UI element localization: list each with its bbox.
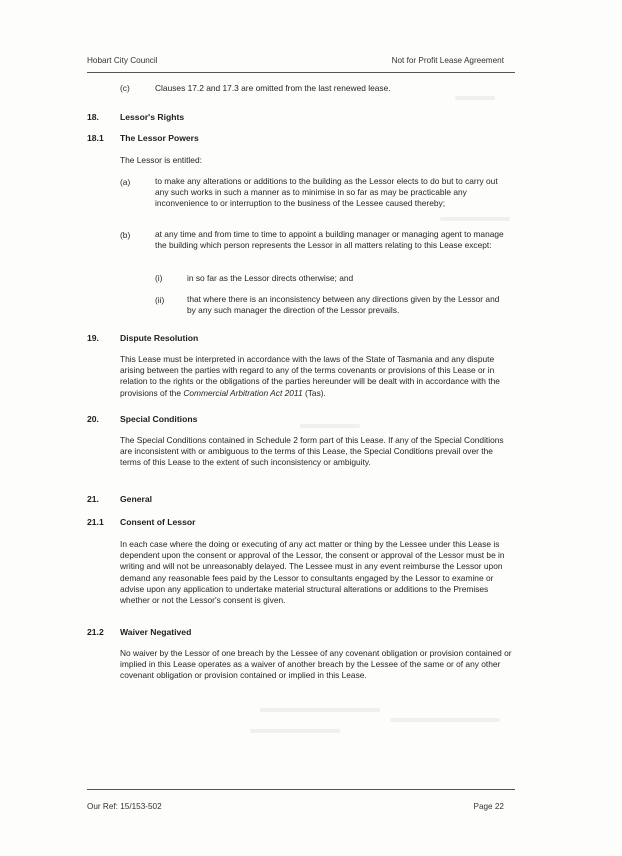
section-19-text-end: (Tas).: [302, 387, 326, 398]
section-21-number: 21.: [87, 494, 99, 504]
section-18-number: 18.: [87, 112, 99, 122]
bleed-through: [455, 96, 495, 100]
section-21-1-title: Consent of Lessor: [120, 517, 196, 527]
item-i-text: in so far as the Lessor directs otherwise; and: [187, 273, 354, 283]
header-right: Not for Profit Lease Agreement: [391, 56, 504, 65]
bleed-through: [390, 718, 500, 722]
section-21-title: General: [120, 494, 153, 504]
bleed-through: [300, 424, 360, 428]
item-a-label: (a): [120, 177, 131, 187]
footer-reference: Our Ref: 15/153-502: [87, 802, 162, 811]
section-21-2-number: 21.2: [87, 627, 104, 637]
section-21-2-title: Waiver Negatived: [120, 627, 192, 637]
section-19-text-body: This Lease must be interpreted in accordance with the laws of the State of Tasmania and any dispute arising between the parties with regard to any of the terms covenants or provisions of this Lease or in relation to the rights or the obligations of the parties hereunder will be dealt with in accordance with the provisions of the: [120, 354, 500, 398]
section-20-title: Special Conditions: [120, 414, 198, 424]
section-18-1-number: 18.1: [87, 133, 104, 143]
section-19-act-name: Commercial Arbitration Act 2011: [183, 387, 303, 398]
item-ii-label: (ii): [155, 295, 165, 305]
item-a-text: to make any alterations or additions to the building as the Lessor elects to do but to carry out any such works in such a manner as to minimise in so far as may be practicable any inconvenience to or interruption to the business of the Lessee caused thereby;: [155, 176, 498, 209]
item-b-text: at any time and from time to time to appoint a building manager or managing agent to manage the building which person represents the Lessor in all matters relating to this Lease except:: [155, 229, 504, 251]
page-number: Page 22: [473, 802, 504, 811]
item-ii-text: that where there is an inconsistency between any directions given by the Lessor and by any such manager the direction of the Lessor prevails.: [187, 294, 500, 316]
section-19-title: Dispute Resolution: [120, 333, 199, 343]
section-19-text: [120, 354, 512, 399]
section-21-2-text: No waiver by the Lessor of one breach by the Lessee of any covenant obligation or provision contained or implied in this Lease operates as a waiver of another breach by the Lessee of the same or of any other covenant obligation or provision contained or implied in this Lease.: [120, 648, 512, 681]
header-rule: [87, 72, 515, 73]
item-c-label: (c): [120, 83, 130, 93]
section-19-number: 19.: [87, 333, 99, 343]
item-c-text: Clauses 17.2 and 17.3 are omitted from the last renewed lease.: [155, 83, 391, 93]
section-21-1-text: In each case where the doing or executing of any act matter or thing by the Lessee under this Lease is dependent upon the consent or approval of the Lessor, the consent or approval of the Lessor must be in writing and will not be unreasonably delayed. The Lessee must in any event reimburse the Lessor upon demand any reasonable fees paid by the Lessor to consultants engaged by the Lessor to examine or advise upon any application to undertake material structural alterations or additions to the Premises whether or not the Lessor's consent is given.: [120, 539, 505, 606]
item-b-label: (b): [120, 230, 131, 240]
section-18-1-intro: The Lessor is entitled:: [120, 155, 202, 165]
header-left: Hobart City Council: [87, 56, 158, 65]
section-18-1-title: The Lessor Powers: [120, 133, 199, 143]
item-i-label: (i): [155, 273, 163, 283]
section-20-number: 20.: [87, 414, 99, 424]
bleed-through: [250, 729, 340, 733]
bleed-through: [440, 217, 510, 221]
bleed-through: [260, 708, 380, 712]
section-21-1-number: 21.1: [87, 517, 104, 527]
section-20-text: The Special Conditions contained in Schedule 2 form part of this Lease. If any of the Special Conditions are inconsistent with or ambiguous to the terms of this Lease, the Special Conditions prevail over the terms of this Lease to the extent of such inconsistency or ambiguity.: [120, 435, 504, 468]
section-18-title: Lessor's Rights: [120, 112, 185, 122]
footer-rule: [87, 789, 515, 790]
